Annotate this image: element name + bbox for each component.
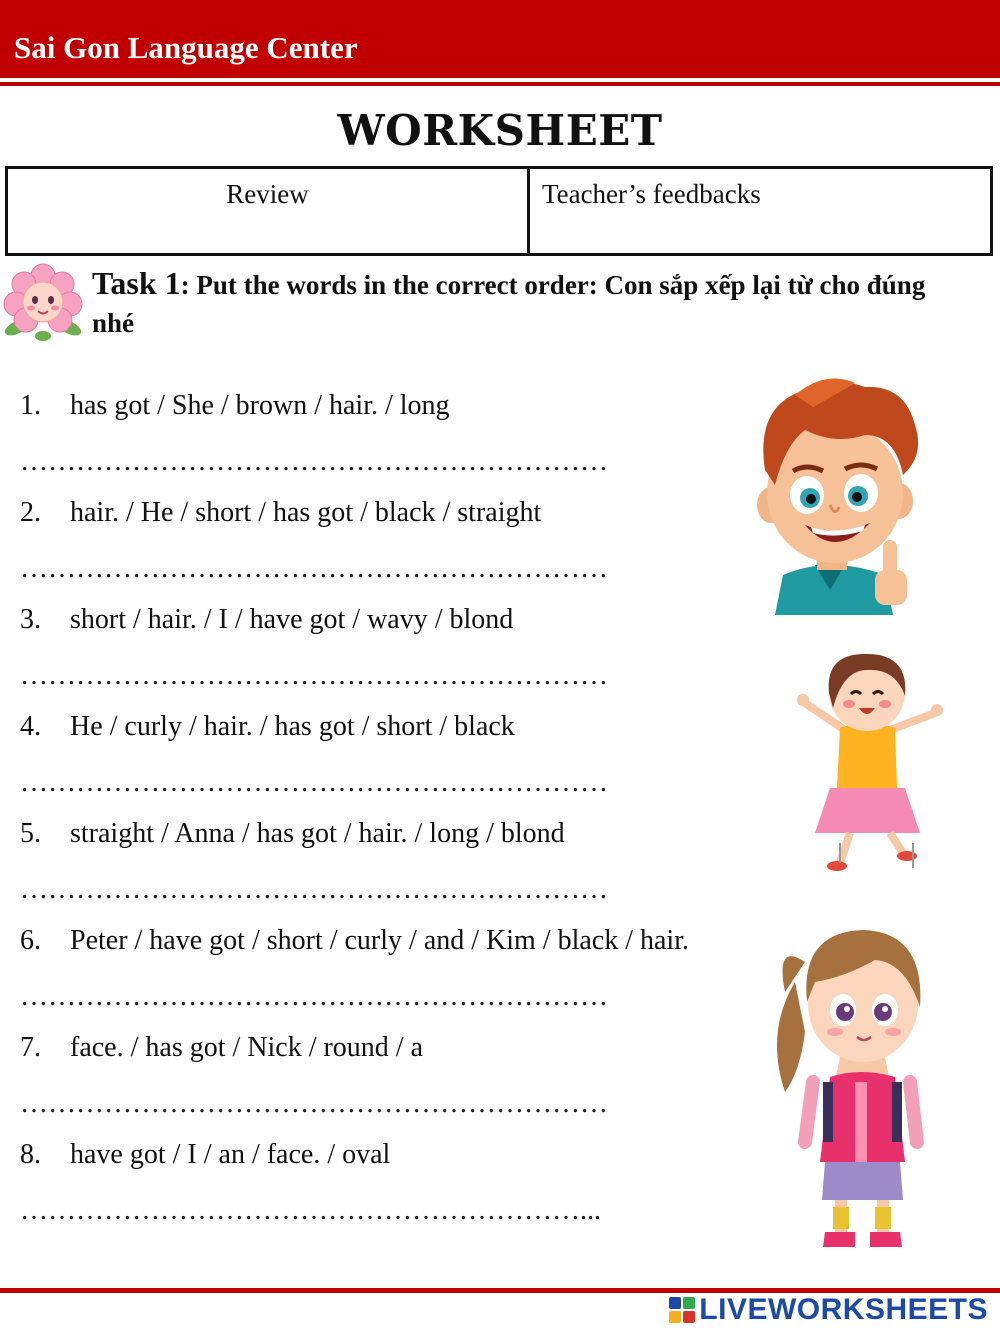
question-text: face. / has got / Nick / round / a <box>70 1032 424 1063</box>
answer-line[interactable]: ……………………………………………………… <box>20 1088 608 1119</box>
question-item <box>20 925 750 1032</box>
answer-line[interactable]: ……………………………………………………… <box>20 553 608 584</box>
question-item <box>20 1139 750 1246</box>
review-table <box>5 166 993 256</box>
question-item <box>20 390 750 497</box>
question-number: 1. <box>20 390 41 421</box>
question-number: 7. <box>20 1032 41 1063</box>
worksheet-title: WORKSHEET <box>337 106 663 155</box>
question-item <box>20 604 750 711</box>
answer-line[interactable]: ……………………………………………………… <box>20 660 608 691</box>
liveworksheets-brand[interactable] <box>669 1293 988 1327</box>
boy-thumbs-up-illustration <box>735 375 930 615</box>
task-number: Task 1 <box>92 265 181 301</box>
answer-line[interactable]: ……………………………………………………... <box>20 1195 601 1226</box>
question-item <box>20 1032 750 1139</box>
question-number: 6. <box>20 925 41 956</box>
task-heading <box>92 264 972 342</box>
question-item <box>20 818 750 925</box>
question-number: 3. <box>20 604 41 635</box>
header-divider <box>0 82 1000 86</box>
schoolgirl-illustration <box>765 922 955 1252</box>
answer-line[interactable]: ……………………………………………………… <box>20 981 608 1012</box>
question-number: 8. <box>20 1139 41 1170</box>
question-number: 2. <box>20 497 41 528</box>
question-text: short / hair. / I / have got / wavy / blond <box>70 604 514 635</box>
question-list <box>20 390 750 1246</box>
brand-name: LIVEWORKSHEETS <box>699 1293 988 1326</box>
question-number: 4. <box>20 711 41 742</box>
answer-line[interactable]: ……………………………………………………… <box>20 767 608 798</box>
center-name: Sai Gon Language Center <box>14 30 358 65</box>
question-text: He / curly / hair. / has got / short / black <box>70 711 515 742</box>
question-text: has got / She / brown / hair. / long <box>70 390 450 421</box>
flower-mascot-icon <box>2 262 84 344</box>
question-text: have got / I / an / face. / oval <box>70 1139 391 1170</box>
question-item <box>20 497 750 604</box>
answer-line[interactable]: ……………………………………………………… <box>20 446 608 477</box>
question-number: 5. <box>20 818 41 849</box>
jumping-girl-illustration <box>785 648 950 878</box>
question-text: hair. / He / short / has got / black / straight <box>70 497 542 528</box>
task-instruction: : Put the words in the correct order: Con sắp xếp lại từ cho đúng nhé <box>92 270 926 338</box>
feedback-cell: Teacher’s feedbacks <box>542 179 761 209</box>
question-item <box>20 711 750 818</box>
header-bar <box>0 0 1000 78</box>
review-cell: Review <box>8 169 530 253</box>
question-text: straight / Anna / has got / hair. / long / blond <box>70 818 565 849</box>
liveworksheets-logo-icon <box>669 1297 695 1323</box>
answer-line[interactable]: ……………………………………………………… <box>20 874 608 905</box>
question-text: Peter / have got / short / curly / and / Kim / black / hair. <box>70 925 689 956</box>
